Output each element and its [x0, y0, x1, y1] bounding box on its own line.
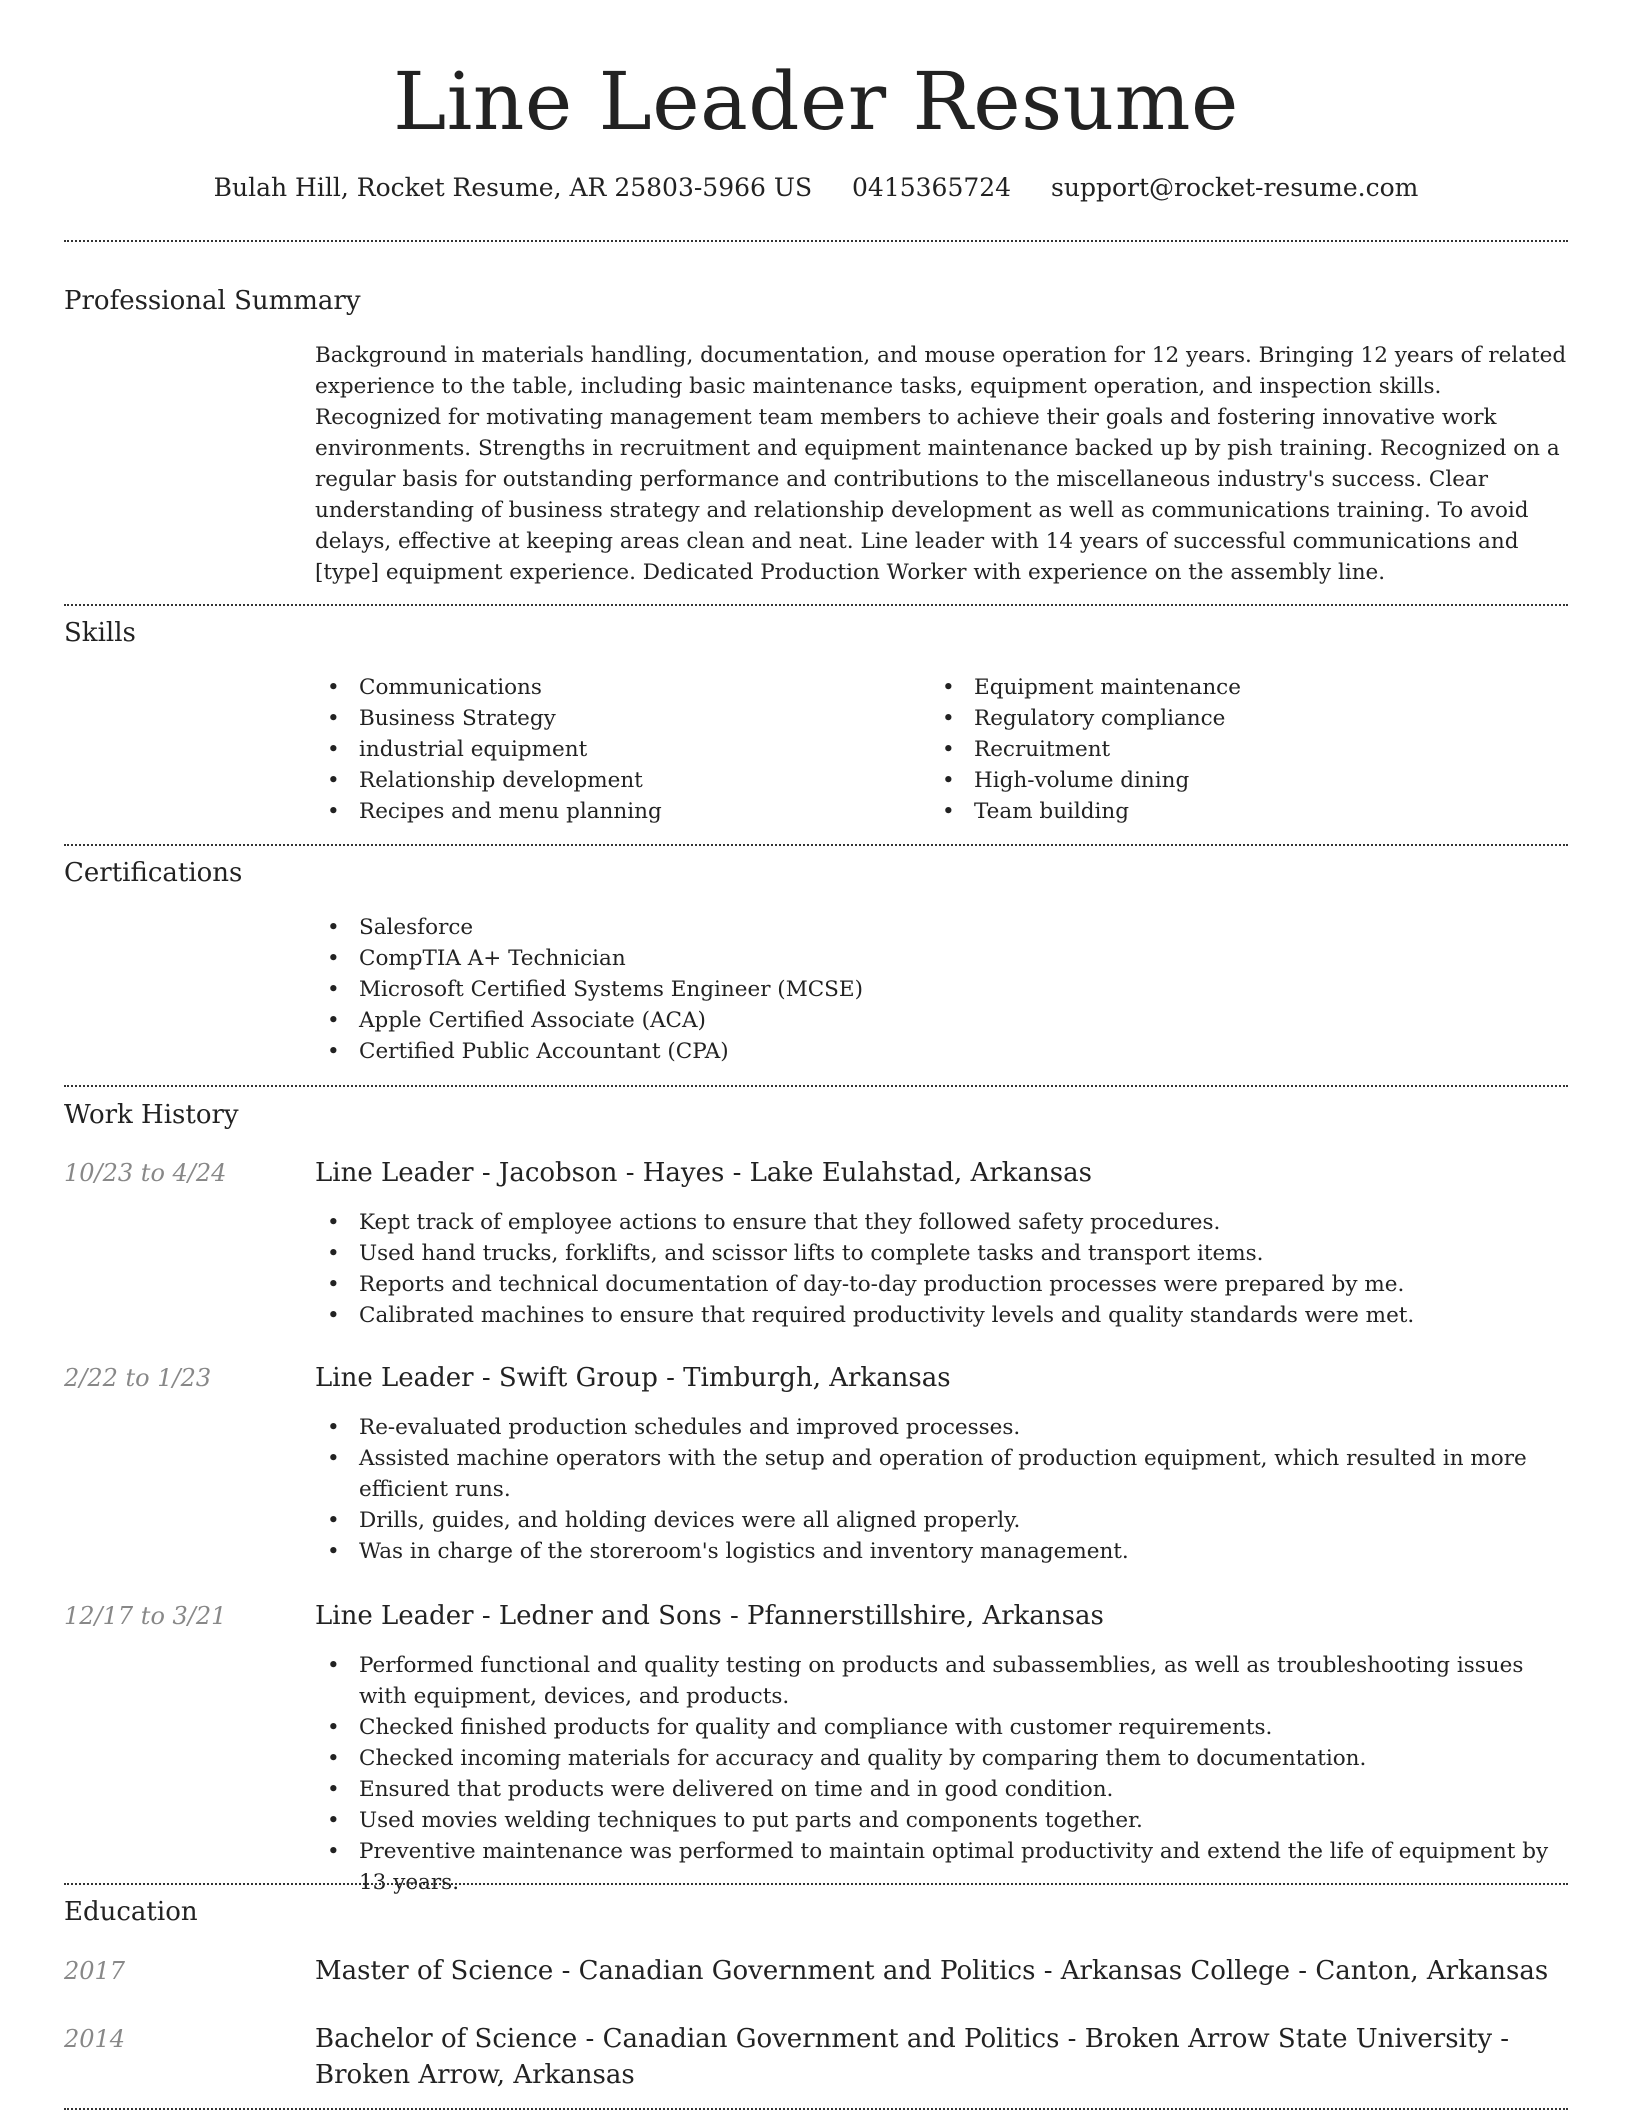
section-title-summary: Professional Summary	[64, 286, 361, 316]
education-title: Master of Science - Canadian Government and Politics - Arkansas College - Canton, Arkansas	[315, 1956, 1549, 1986]
section-title-skills: Skills	[64, 618, 136, 648]
skill-item: • Recipes and menu planning	[315, 796, 930, 827]
certifications-list	[315, 912, 1568, 1067]
resume-page	[64, 0, 1568, 2112]
skill-item: • industrial equipment	[315, 734, 930, 765]
job-bullet: • Was in charge of the storeroom's logistics and inventory management.	[315, 1536, 1568, 1567]
job-bullet: • Checked finished products for quality and compliance with customer requirements.	[315, 1712, 1568, 1743]
section-title-work-history: Work History	[64, 1100, 239, 1130]
job-bullet: • Reports and technical documentation of day-to-day production processes were prepared by me.	[315, 1269, 1568, 1300]
job-bullets	[315, 1650, 1568, 1898]
job-bullet: • Used movies welding techniques to put parts and components together.	[315, 1805, 1568, 1836]
job-title: Line Leader - Ledner and Sons - Pfannerstillshire, Arkansas	[315, 1601, 1104, 1631]
divider	[64, 1085, 1568, 1087]
job-bullet: • Drills, guides, and holding devices were all aligned properly.	[315, 1505, 1568, 1536]
job-dates: 10/23 to 4/24	[64, 1159, 227, 1187]
skill-item: • Business Strategy	[315, 703, 930, 734]
job-bullet: • Preventive maintenance was performed to maintain optimal productivity and extend the life of equipment by 13 years.	[315, 1836, 1568, 1898]
contact-email: support@rocket-resume.com	[1051, 173, 1419, 202]
job-title: Line Leader - Swift Group - Timburgh, Arkansas	[315, 1363, 951, 1393]
job-bullet: • Used hand trucks, forklifts, and scissor lifts to complete tasks and transport items.	[315, 1238, 1568, 1269]
section-title-education: Education	[64, 1897, 198, 1927]
skill-item: • Team building	[930, 796, 1545, 827]
contact-address: Bulah Hill, Rocket Resume, AR 25803-5966 US	[213, 173, 813, 202]
job-bullet: • Ensured that products were delivered on time and in good condition.	[315, 1774, 1568, 1805]
section-title-certifications: Certifications	[64, 858, 243, 888]
divider	[64, 240, 1568, 242]
certification-item: • Certified Public Accountant (CPA)	[315, 1036, 1568, 1067]
divider	[64, 2108, 1568, 2110]
job-bullets	[315, 1412, 1568, 1567]
job-bullet: • Performed functional and quality testing on products and subassemblies, as well as troubleshooting issues with equipment, devices, and products.	[315, 1650, 1568, 1712]
skill-item: • Relationship development	[315, 765, 930, 796]
contact-phone: 0415365724	[852, 173, 1012, 202]
certification-item: • Microsoft Certified Systems Engineer (MCSE)	[315, 974, 1568, 1005]
education-year: 2014	[64, 2025, 126, 2053]
job-dates: 12/17 to 3/21	[64, 1602, 227, 1630]
skill-item: • Recruitment	[930, 734, 1545, 765]
skills-column-right	[930, 672, 1545, 827]
skill-item: • Regulatory compliance	[930, 703, 1545, 734]
job-bullet: • Assisted machine operators with the setup and operation of production equipment, which resulted in more efficient runs.	[315, 1443, 1568, 1505]
job-bullet: • Re-evaluated production schedules and improved processes.	[315, 1412, 1568, 1443]
certification-item: • Salesforce	[315, 912, 1568, 943]
summary-text: Background in materials handling, documentation, and mouse operation for 12 years. Bringing 12 years of related experience to the table, including basic maintenance tasks, equipment operation, and inspection skills. Recognized for motivating management team members to achieve their goals and fostering innovative work environments. Strengths in recruitment and equipment maintenance backed up by pish training. Recognized on a regular basis for outstanding performance and contributions to the miscellaneous industry's success. Clear understanding of business strategy and relationship development as well as communications training. To avoid delays, effective at keeping areas clean and neat. Line leader with 14 years of successful communications and [type] equipment experience. Dedicated Production Worker with experience on the assembly line.	[315, 343, 1567, 585]
skill-item: • Equipment maintenance	[930, 672, 1545, 703]
skill-item: • High-volume dining	[930, 765, 1545, 796]
education-year: 2017	[64, 1957, 126, 1985]
skills-column-left	[315, 672, 930, 827]
job-bullet: • Checked incoming materials for accuracy and quality by comparing them to documentation.	[315, 1743, 1568, 1774]
divider	[64, 844, 1568, 846]
job-bullets	[315, 1207, 1568, 1331]
job-bullet: • Kept track of employee actions to ensure that they followed safety procedures.	[315, 1207, 1568, 1238]
divider	[64, 1883, 1568, 1885]
certification-item: • CompTIA A+ Technician	[315, 943, 1568, 974]
contact-line	[64, 170, 1568, 206]
divider	[64, 604, 1568, 606]
education-title: Bachelor of Science - Canadian Government and Politics - Broken Arrow State University - Broken Arrow, Arkansas	[315, 2024, 1510, 2090]
certification-item: • Apple Certified Associate (ACA)	[315, 1005, 1568, 1036]
resume-title: Line Leader Resume	[393, 55, 1239, 148]
skills-list	[315, 672, 1568, 827]
job-dates: 2/22 to 1/23	[64, 1364, 212, 1392]
skill-item: • Communications	[315, 672, 930, 703]
job-title: Line Leader - Jacobson - Hayes - Lake Eulahstad, Arkansas	[315, 1158, 1092, 1188]
job-bullet: • Calibrated machines to ensure that required productivity levels and quality standards were met.	[315, 1300, 1568, 1331]
